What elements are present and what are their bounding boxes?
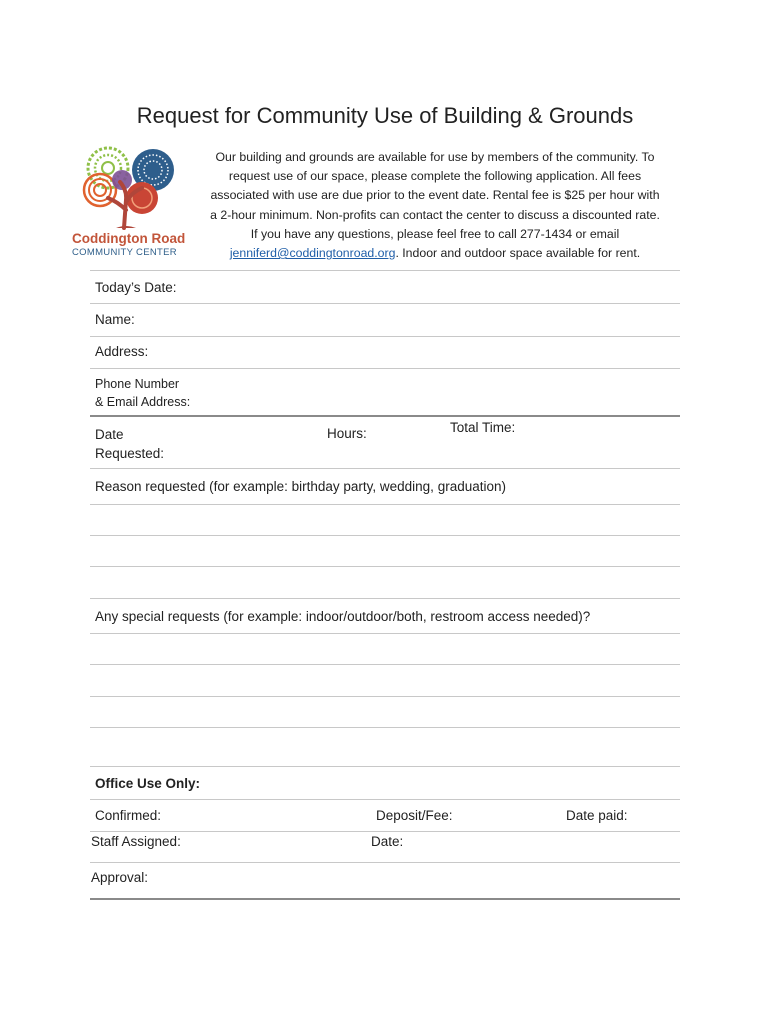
special-line-1[interactable] — [90, 633, 680, 634]
special-line-5[interactable] — [90, 766, 680, 767]
page-title: Request for Community Use of Building & Grounds — [136, 103, 634, 128]
intro-line: If you have any questions, please feel free to call 277-1434 or email — [250, 226, 620, 241]
confirmed-line[interactable] — [90, 831, 680, 832]
reason-line-4[interactable] — [90, 598, 680, 599]
confirmed-label: Confirmed: — [95, 808, 162, 823]
name-label: Name: — [95, 312, 135, 327]
office-divider — [90, 799, 680, 800]
date-requested-line1: Date — [95, 427, 124, 442]
office-use-heading: Office Use Only: — [95, 776, 201, 791]
name-line[interactable] — [90, 336, 680, 337]
intro-last-suffix: . Indoor and outdoor space available for rent. — [395, 246, 641, 261]
date-paid-label: Date paid: — [566, 808, 628, 823]
approval-label: Approval: — [91, 870, 149, 885]
office-date-label: Date: — [371, 834, 404, 849]
total-time-label: Total Time: — [450, 420, 516, 435]
address-line[interactable] — [90, 368, 680, 369]
special-line-4[interactable] — [90, 727, 680, 728]
intro-line: associated with use are due prior to the event date. Rental fee is $25 per hour with — [210, 188, 660, 203]
reason-line-3[interactable] — [90, 566, 680, 567]
reason-line-1[interactable] — [90, 504, 680, 505]
date-hours-line[interactable] — [90, 468, 680, 469]
phone-email-line[interactable] — [90, 415, 680, 417]
phone-email-label — [95, 375, 190, 411]
intro-line: Our building and grounds are available for use by members of the community. To — [215, 150, 655, 164]
date-requested-label — [95, 425, 164, 463]
phone-label-line2: & Email Address: — [95, 395, 191, 409]
todays-date-label: Today’s Date: — [95, 280, 177, 295]
address-label: Address: — [95, 344, 149, 359]
special-line-2[interactable] — [90, 664, 680, 665]
intro-paragraph — [190, 148, 680, 263]
tree-logo-icon — [80, 140, 180, 230]
hours-label: Hours: — [327, 426, 367, 441]
intro-last-line — [190, 244, 680, 263]
intro-line: request use of our space, please complete the following application. All fees — [228, 169, 642, 184]
todays-date-line[interactable] — [90, 303, 680, 304]
reason-line-2[interactable] — [90, 535, 680, 536]
divider — [90, 270, 680, 271]
phone-label-line1: Phone Number — [95, 377, 180, 391]
date-requested-line2: Requested: — [95, 446, 165, 461]
approval-line[interactable] — [90, 898, 680, 900]
email-link[interactable]: jenniferd@coddingtonroad.org — [229, 246, 396, 261]
logo-name-line1: Coddington Road — [72, 231, 186, 246]
reason-label: Reason requested (for example: birthday party, wedding, graduation) — [95, 479, 506, 494]
deposit-fee-label: Deposit/Fee: — [376, 808, 453, 823]
logo-name-line2: COMMUNITY CENTER — [72, 247, 177, 258]
special-requests-label: Any special requests (for example: indoor/outdoor/both, restroom access needed)? — [95, 609, 591, 624]
special-line-3[interactable] — [90, 696, 680, 697]
community-center-logo — [72, 140, 190, 260]
staff-line[interactable] — [90, 862, 680, 863]
intro-line: a 2-hour minimum. Non-profits can contact the center to discuss a discounted rate. — [210, 207, 660, 222]
staff-assigned-label: Staff Assigned: — [91, 834, 181, 849]
